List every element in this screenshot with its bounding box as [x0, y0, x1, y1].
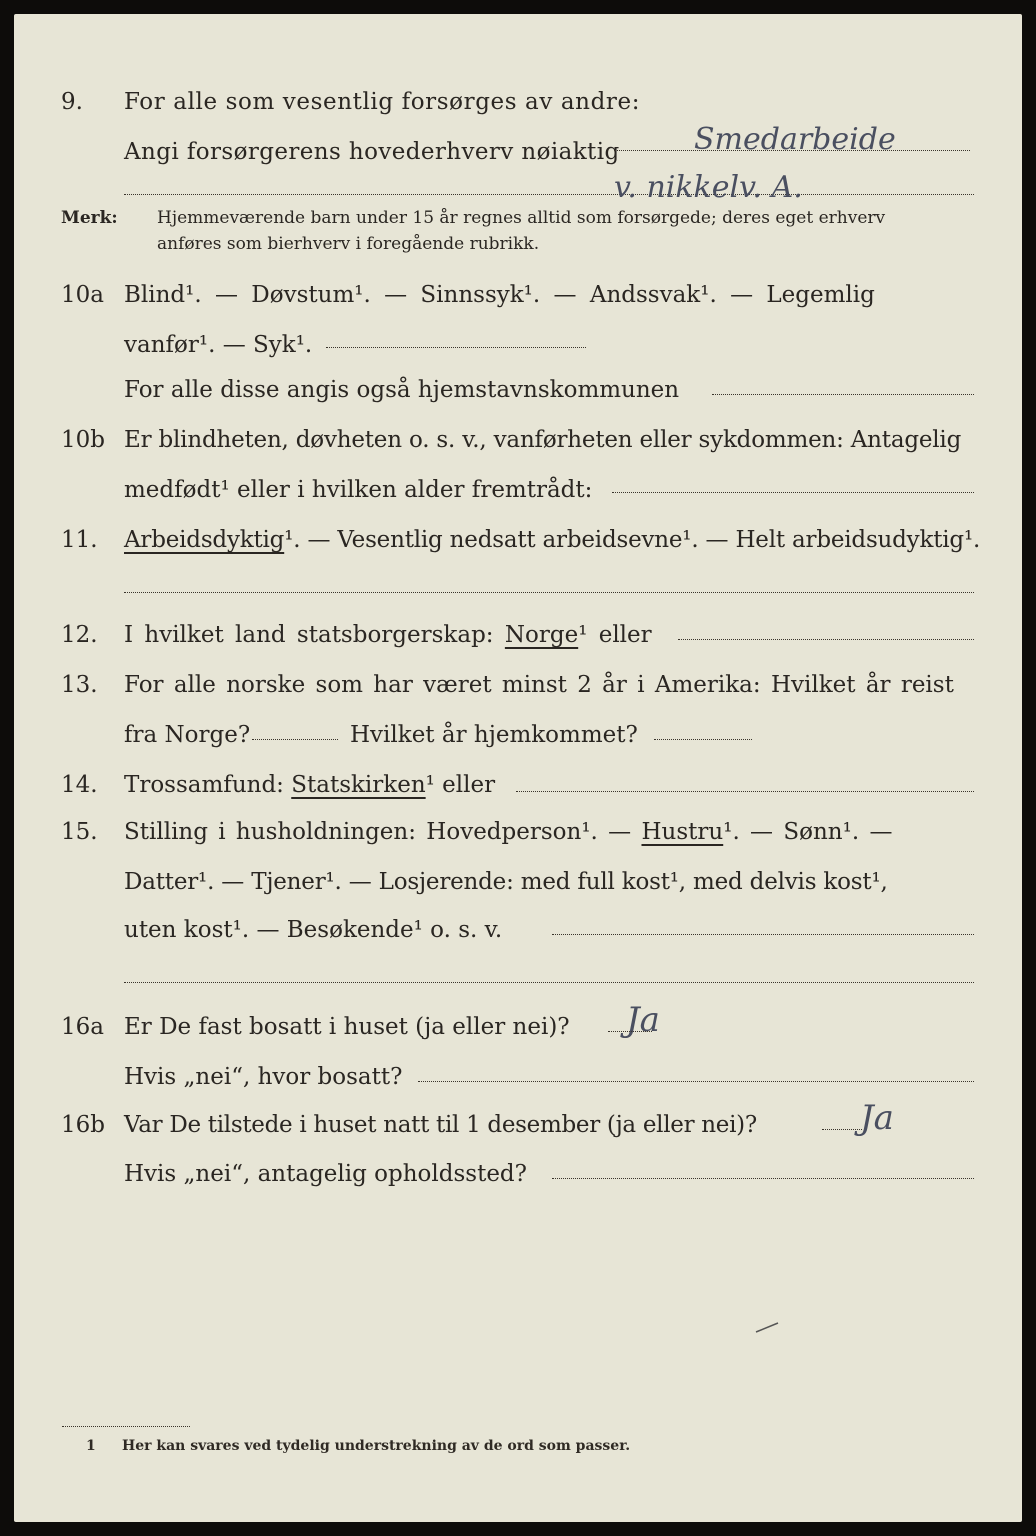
q13-line2a: fra Norge? [124, 722, 251, 748]
q10a-line2: vanfør¹. — Syk¹. [124, 332, 313, 358]
q16b-handwritten-answer: Ja [860, 1098, 894, 1138]
q12-number: 12. [61, 622, 98, 648]
q16b-dots2 [552, 1178, 974, 1179]
q14-prefix: Trossamfund: [124, 772, 284, 798]
q12-dots [678, 639, 974, 640]
q16b-number: 16b [61, 1112, 105, 1138]
q14-dots [516, 791, 974, 792]
q10b-number: 10b [61, 427, 105, 453]
q11-rest: ¹. — Vesentlig nedsatt arbeidsevne¹. — Helt arbeidsudyktig¹. [284, 527, 981, 553]
q14-suffix: ¹ eller [425, 772, 496, 798]
q15-line1b: ¹. — Sønn¹. — [723, 819, 893, 845]
q16a-dots2 [418, 1081, 974, 1082]
footnote-text: Her kan svares ved tydelig understrekning av de ord som passer. [122, 1438, 631, 1454]
q14-number: 14. [61, 772, 98, 798]
q10b-line2: medfødt¹ eller i hvilken alder fremtrådt: [124, 477, 593, 503]
q16a-dots1 [608, 1031, 652, 1032]
q10b-line2-dots [612, 492, 974, 493]
q13-number: 13. [61, 672, 98, 698]
q13-dots-a [252, 739, 338, 740]
q10a-line1: Blind¹. — Døvstum¹. — Sinnssyk¹. — Andssvak¹. — Legemlig [124, 282, 875, 308]
q15-answer-line [124, 982, 974, 983]
q16a-line2: Hvis „nei“, hvor bosatt? [124, 1064, 403, 1090]
q12-underlined-answer: Norge [504, 622, 579, 648]
q16a-number: 16a [61, 1014, 104, 1040]
q16b-dots1 [822, 1129, 862, 1130]
q9-handwritten-answer2: v. nikkelv. A. [614, 170, 803, 205]
q15-line1a: Stilling i husholdningen: Hovedperson¹. — [124, 819, 632, 845]
q14-underlined-answer: Statskirken [291, 772, 426, 798]
q14-line [124, 767, 495, 803]
q9-number: 9. [61, 89, 83, 115]
q16b-line2: Hvis „nei“, antagelig opholdssted? [124, 1161, 527, 1187]
q10a-line3: For alle disse angis også hjemstavnskommunen [124, 377, 680, 403]
q12-line [124, 617, 652, 653]
footnote-divider [62, 1426, 190, 1427]
q11-answer-line [124, 592, 974, 593]
footnote-mark: 1 [86, 1438, 96, 1454]
q10a-line2-dots [326, 347, 586, 348]
q15-line3: uten kost¹. — Besøkende¹ o. s. v. [124, 917, 503, 943]
q9-line2: Angi forsørgerens hovederhverv nøiaktig [124, 139, 620, 165]
q13-line2b: Hvilket år hjemkommet? [350, 722, 638, 748]
q12-prefix: I hvilket land statsborgerskap: [124, 622, 494, 648]
q13-dots-b [654, 739, 752, 740]
q11-number: 11. [61, 527, 98, 553]
q10a-number: 10a [61, 282, 104, 308]
q11-underlined-answer: Arbeidsdyktig [124, 527, 285, 553]
q13-line1: For alle norske som har været minst 2 år i Amerika: Hvilket år reist [124, 672, 954, 698]
q9-line1: For alle som vesentlig forsørges av andre: [124, 89, 641, 115]
pencil-mark-icon [754, 1320, 784, 1334]
q15-underlined-answer: Hustru [641, 819, 724, 845]
q15-line1 [124, 814, 892, 850]
q15-dots [552, 934, 974, 935]
q12-suffix: ¹ eller [578, 622, 652, 648]
merk-label: Merk: [61, 208, 118, 228]
census-form-page [14, 14, 1022, 1522]
q15-number: 15. [61, 819, 98, 845]
merk-line1: Hjemmeværende barn under 15 år regnes alltid som forsørgede; deres eget erhverv [157, 208, 886, 228]
q11-line [124, 522, 980, 558]
q10a-line3-dots [712, 394, 974, 395]
q9-handwritten-answer1: Smedarbeide [694, 122, 896, 157]
q15-line2: Datter¹. — Tjener¹. — Losjerende: med full kost¹, med delvis kost¹, [124, 869, 888, 895]
q10b-line1: Er blindheten, døvheten o. s. v., vanførheten eller sykdommen: Antagelig [124, 427, 962, 453]
q16b-line1: Var De tilstede i huset natt til 1 desember (ja eller nei)? [124, 1112, 757, 1138]
q9-answer-line2 [124, 194, 974, 195]
merk-line2: anføres som bierhverv i foregående rubrikk. [157, 234, 540, 254]
q16a-handwritten-answer: Ja [626, 1000, 660, 1040]
q16a-line1: Er De fast bosatt i huset (ja eller nei)? [124, 1014, 570, 1040]
